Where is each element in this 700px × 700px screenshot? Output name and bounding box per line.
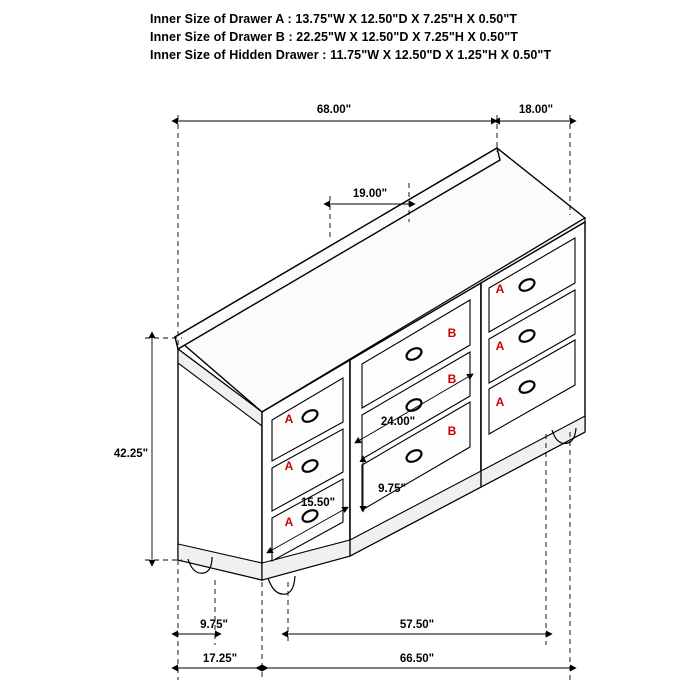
dim-label-base-width: 66.50" <box>399 653 435 665</box>
spec-line-drawer-a: Inner Size of Drawer A : 13.75"W X 12.50"D X 7.25"H X 0.50"T <box>150 12 518 26</box>
spec-line-hidden-drawer: Inner Size of Hidden Drawer : 11.75"W X 12.50"D X 1.25"H X 0.50"T <box>150 48 552 62</box>
drawer-letter-a-2: A <box>284 459 294 473</box>
drawer-letter-b-5: B <box>447 372 457 386</box>
dresser-illustration <box>175 148 585 594</box>
dim-label-top-width: 68.00" <box>316 104 352 116</box>
drawer-letter-a-1: A <box>284 412 294 426</box>
dresser-foot-left <box>268 576 295 594</box>
drawer-letter-a-3: A <box>284 515 294 529</box>
dim-label-base-depth-left: 17.25" <box>202 653 238 665</box>
dim-label-left-drawer-width: 15.50" <box>300 497 336 509</box>
drawer-letter-a-7: A <box>495 282 505 296</box>
dim-label-top-right-depth: 18.00" <box>518 104 554 116</box>
drawer-letter-a-8: A <box>495 339 505 353</box>
drawer-letter-a-9: A <box>495 395 505 409</box>
dim-label-center-drawer-width: 24.00" <box>380 416 416 428</box>
drawer-letter-b-4: B <box>447 326 457 340</box>
drawer-letter-b-6: B <box>447 424 457 438</box>
dim-label-base-center: 57.50" <box>399 619 435 631</box>
spec-line-drawer-b: Inner Size of Drawer B : 22.25"W X 12.50"D X 7.25"H X 0.50"T <box>150 30 519 44</box>
dim-label-base-left: 9.75" <box>200 619 228 631</box>
dim-label-height: 42.25" <box>113 448 149 460</box>
dim-label-top-center: 19.00" <box>352 188 388 200</box>
dim-label-center-drawer-height: 9.75" <box>378 483 406 495</box>
